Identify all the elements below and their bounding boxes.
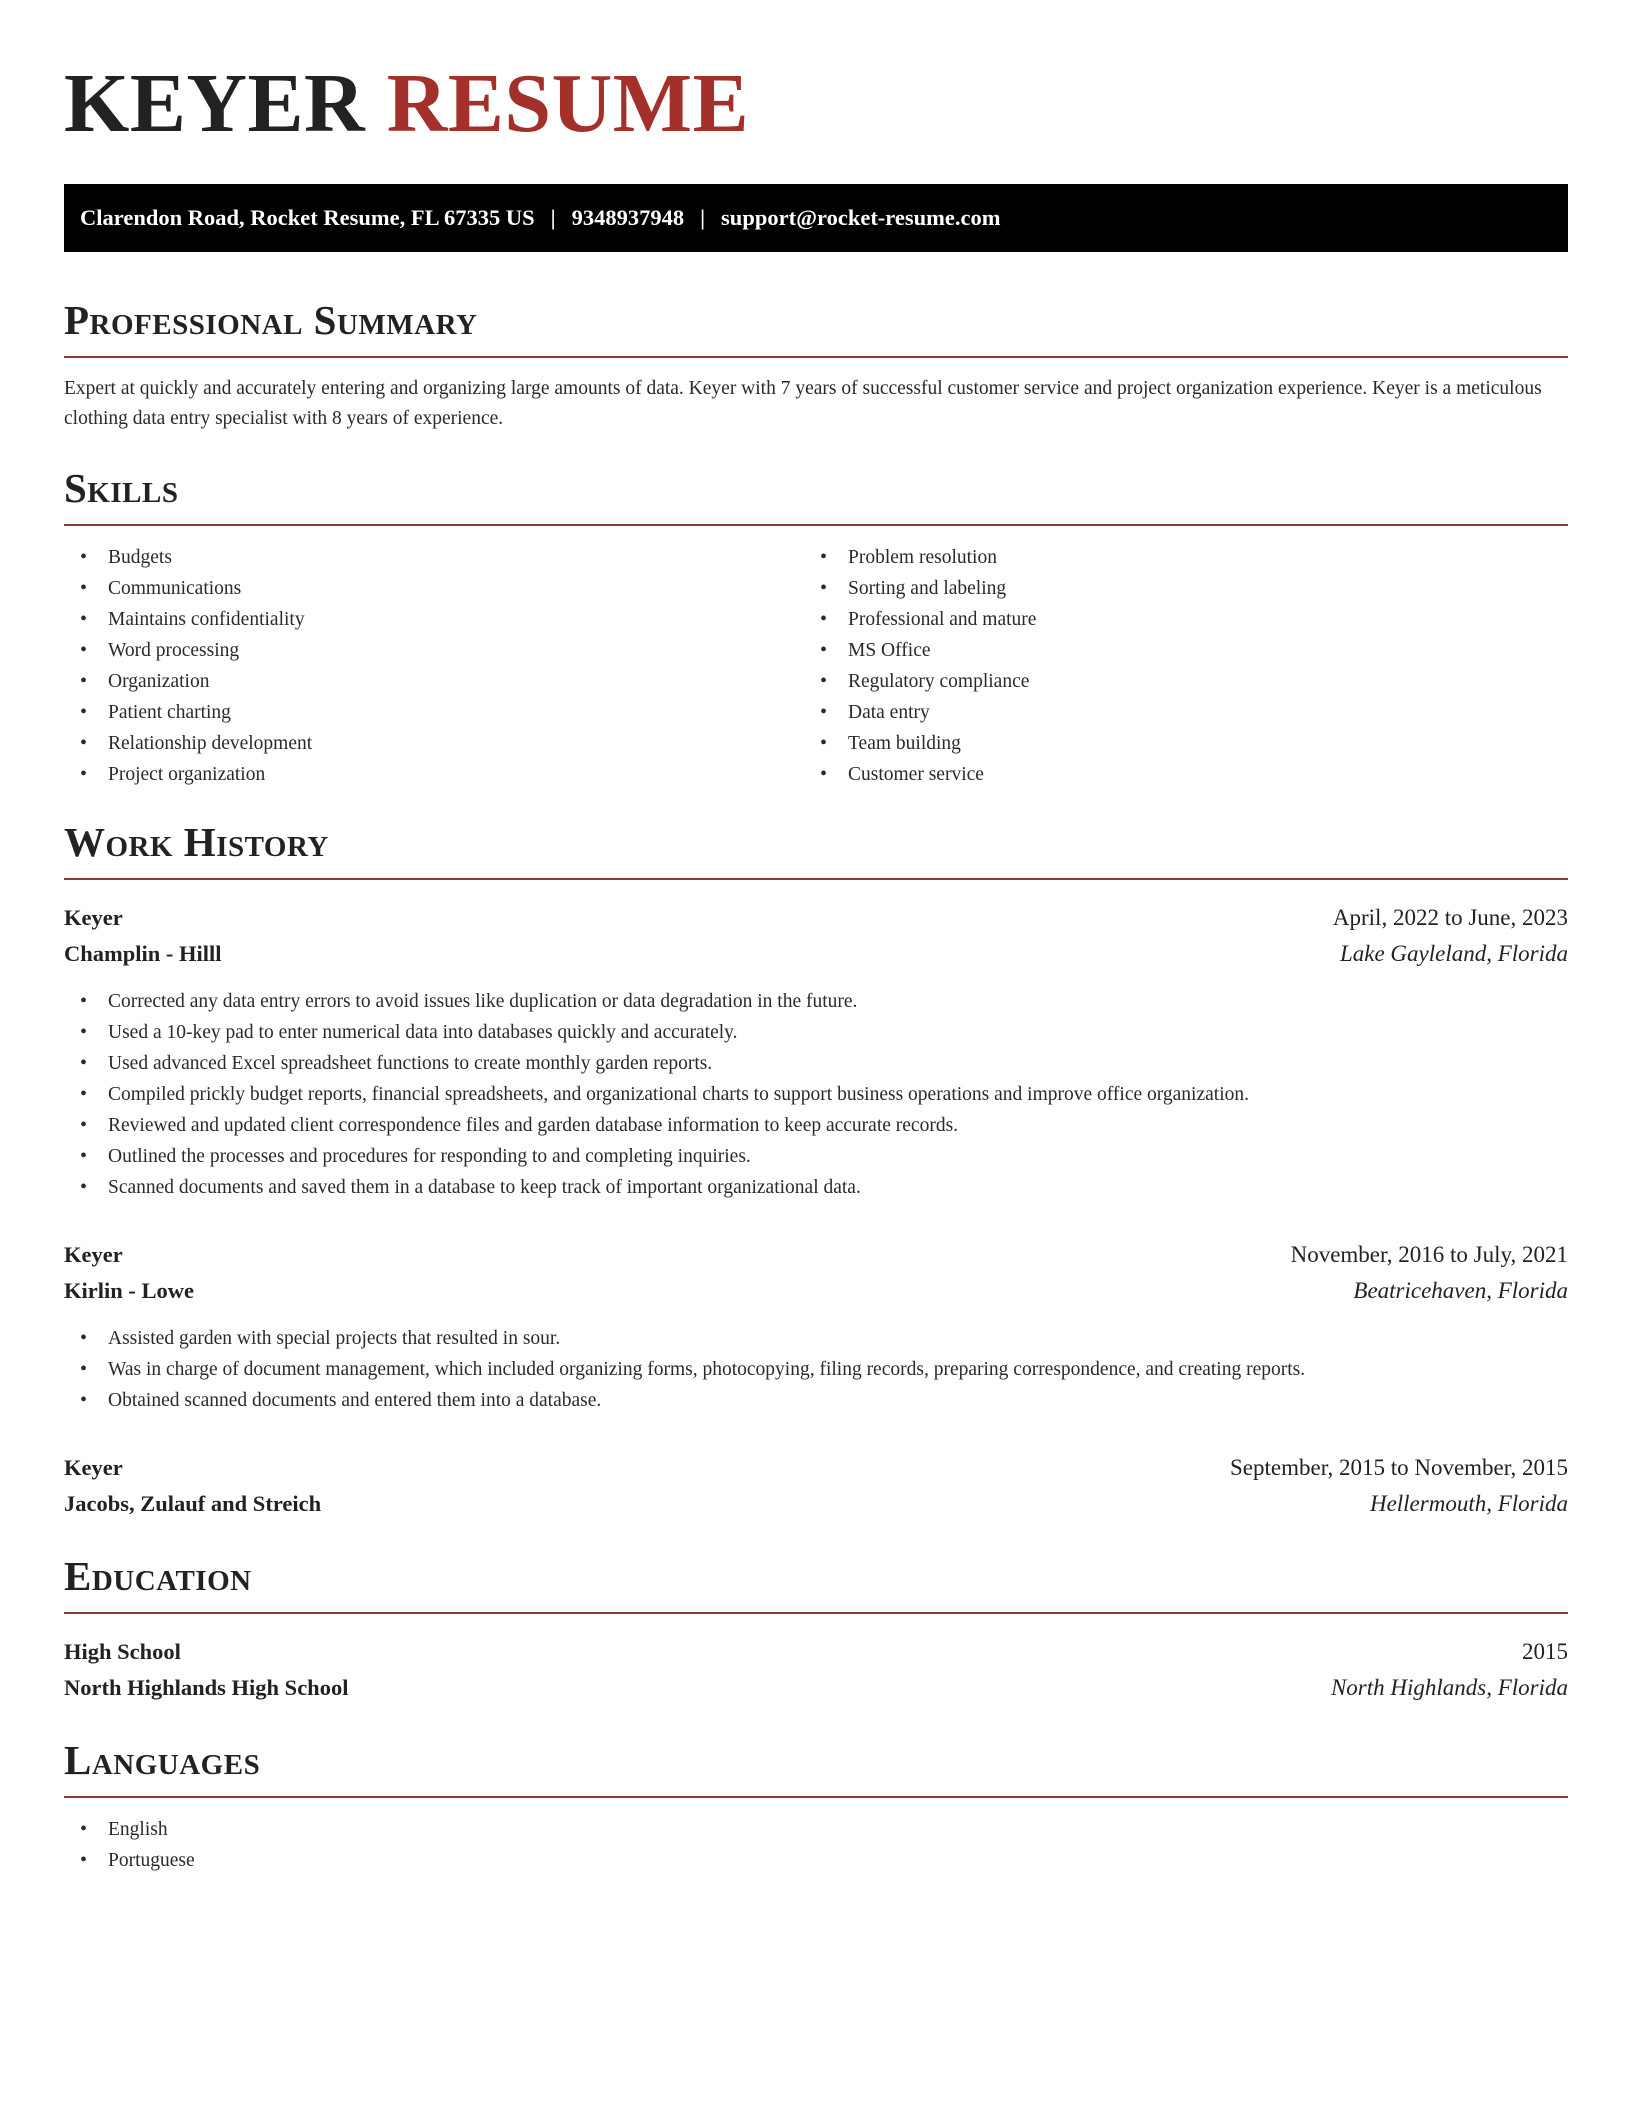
job-duties bbox=[64, 1323, 1568, 1416]
education-degree: High School bbox=[64, 1639, 181, 1664]
contact-separator: | bbox=[550, 205, 556, 230]
skill-item: • Project organization bbox=[64, 759, 804, 790]
skills-list-left bbox=[64, 542, 804, 790]
job-header-row bbox=[64, 1450, 1568, 1486]
languages-section bbox=[64, 1736, 1568, 1876]
job-duty: • Corrected any data entry errors to avoid issues like duplication or data degradation in the future. bbox=[64, 986, 1568, 1017]
skill-item: • Sorting and labeling bbox=[804, 573, 1544, 604]
job-duty: • Used advanced Excel spreadsheet functions to create monthly garden reports. bbox=[64, 1048, 1568, 1079]
skill-item: • Relationship development bbox=[64, 728, 804, 759]
resume-name bbox=[64, 58, 1568, 150]
job-entry bbox=[64, 1237, 1568, 1416]
job-duty: • Compiled prickly budget reports, financial spreadsheets, and organizational charts to support business operations and improve office organization. bbox=[64, 1079, 1568, 1110]
summary-title: Professional Summary bbox=[64, 296, 1568, 358]
address: Clarendon Road, Rocket Resume, FL 67335 US bbox=[80, 205, 535, 230]
education-year: 2015 bbox=[1522, 1639, 1568, 1664]
skill-item: • Problem resolution bbox=[804, 542, 1544, 573]
education-entry bbox=[64, 1634, 1568, 1706]
skill-item: • Customer service bbox=[804, 759, 1544, 790]
job-duty: • Was in charge of document management, which included organizing forms, photocopying, filing records, preparing correspondence, and creating reports. bbox=[64, 1354, 1568, 1385]
work-history-title: Work History bbox=[64, 818, 1568, 880]
job-location: Hellermouth, Florida bbox=[1369, 1491, 1568, 1516]
education-school: North Highlands High School bbox=[64, 1675, 349, 1700]
job-duty: • Assisted garden with special projects that resulted in sour. bbox=[64, 1323, 1568, 1354]
job-dates: November, 2016 to July, 2021 bbox=[1290, 1242, 1568, 1267]
first-name: KEYER bbox=[64, 57, 366, 150]
job-role: Keyer bbox=[64, 1242, 123, 1267]
skill-item: • Professional and mature bbox=[804, 604, 1544, 635]
summary-text: Expert at quickly and accurately entering and organizing large amounts of data. Keyer with 7 years of successful customer service and project organization experience. Keyer is a meticulous clothing data entry specialist with 8 years of experience. bbox=[64, 378, 1542, 429]
job-location: Beatricehaven, Florida bbox=[1353, 1278, 1568, 1303]
job-duty: • Used a 10-key pad to enter numerical data into databases quickly and accurately. bbox=[64, 1017, 1568, 1048]
languages-list bbox=[64, 1814, 1568, 1876]
job-duty: • Outlined the processes and procedures for responding to and completing inquiries. bbox=[64, 1141, 1568, 1172]
skills-title: Skills bbox=[64, 464, 1568, 526]
education-title: Education bbox=[64, 1552, 1568, 1614]
skills-list-right bbox=[804, 542, 1544, 790]
job-role: Keyer bbox=[64, 905, 123, 930]
job-company: Kirlin - Lowe bbox=[64, 1278, 194, 1303]
skill-item: • Word processing bbox=[64, 635, 804, 666]
education-section bbox=[64, 1552, 1568, 1706]
job-duty: • Reviewed and updated client correspondence files and garden database information to keep accurate records. bbox=[64, 1110, 1568, 1141]
skill-item: • Regulatory compliance bbox=[804, 666, 1544, 697]
job-entry bbox=[64, 1450, 1568, 1522]
skills-section bbox=[64, 464, 1568, 790]
language-item: • Portuguese bbox=[64, 1845, 1568, 1876]
job-header-row bbox=[64, 900, 1568, 936]
phone: 9348937948 bbox=[571, 205, 685, 230]
job-company-row bbox=[64, 1273, 1568, 1309]
work-history-section bbox=[64, 818, 1568, 1522]
job-company-row bbox=[64, 1486, 1568, 1522]
resume-page bbox=[64, 0, 1568, 1876]
languages-title: Languages bbox=[64, 1736, 1568, 1798]
skill-item: • MS Office bbox=[804, 635, 1544, 666]
job-duty: • Obtained scanned documents and entered them into a database. bbox=[64, 1385, 1568, 1416]
job-entry bbox=[64, 900, 1568, 1203]
job-duty: • Scanned documents and saved them in a database to keep track of important organizational data. bbox=[64, 1172, 1568, 1203]
job-dates: September, 2015 to November, 2015 bbox=[1230, 1455, 1568, 1480]
job-location: Lake Gayleland, Florida bbox=[1339, 941, 1568, 966]
skill-item: • Maintains confidentiality bbox=[64, 604, 804, 635]
job-role: Keyer bbox=[64, 1455, 123, 1480]
email-link[interactable]: support@rocket-resume.com bbox=[721, 205, 1001, 230]
job-company-row bbox=[64, 936, 1568, 972]
contact-separator: | bbox=[700, 205, 706, 230]
skill-item: • Data entry bbox=[804, 697, 1544, 728]
skill-item: • Team building bbox=[804, 728, 1544, 759]
last-name: RESUME bbox=[386, 57, 750, 150]
job-company: Champlin - Hilll bbox=[64, 941, 222, 966]
job-company: Jacobs, Zulauf and Streich bbox=[64, 1491, 322, 1516]
job-header-row bbox=[64, 1237, 1568, 1273]
skill-item: • Budgets bbox=[64, 542, 804, 573]
skill-item: • Patient charting bbox=[64, 697, 804, 728]
skill-item: • Organization bbox=[64, 666, 804, 697]
summary-section bbox=[64, 296, 1568, 434]
job-duties bbox=[64, 986, 1568, 1203]
skills-columns bbox=[64, 542, 1568, 790]
education-location: North Highlands, Florida bbox=[1330, 1675, 1568, 1700]
language-item: • English bbox=[64, 1814, 1568, 1845]
skill-item: • Communications bbox=[64, 573, 804, 604]
contact-bar bbox=[64, 184, 1568, 252]
job-dates: April, 2022 to June, 2023 bbox=[1332, 905, 1568, 930]
education-school-row bbox=[64, 1670, 1568, 1706]
education-degree-row bbox=[64, 1634, 1568, 1670]
